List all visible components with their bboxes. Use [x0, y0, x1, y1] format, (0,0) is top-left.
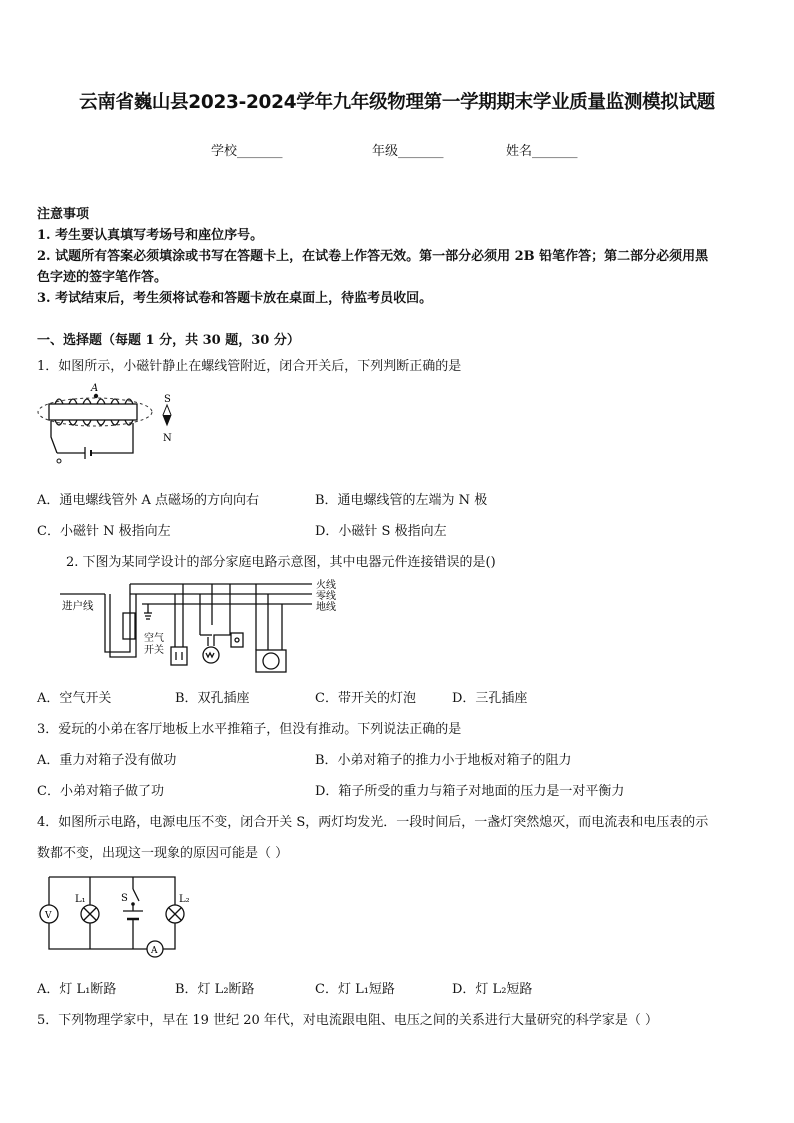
voltmeter-label: V: [45, 911, 52, 921]
page-title: 云南省巍山县2023-2024学年九年级物理第一学期期末学业质量监测模拟试题: [79, 92, 715, 113]
q1-option-a: A．通电螺线管外 A 点磁场的方向向右: [37, 493, 260, 508]
q4-option-d: D．灯 L₂短路: [452, 982, 533, 997]
parallel-circuit-figure: [35, 871, 200, 963]
notice-item: 色字迹的签字笔作答。: [37, 270, 168, 285]
notice-heading: 注意事项: [37, 207, 90, 222]
q4-option-a: A．灯 L₁断路: [37, 982, 117, 997]
lamp-l1-label: L₁: [75, 894, 86, 905]
q2-option-b: B．双孔插座: [175, 691, 250, 706]
q2-option-a: A．空气开关: [37, 691, 112, 706]
ammeter-label: A: [151, 946, 158, 956]
q2-stem: 2. 下图为某同学设计的部分家庭电路示意图，其中电器元件连接错误的是(): [66, 555, 496, 570]
q4-option-b: B．灯 L₂断路: [175, 982, 255, 997]
notice-item: 1. 考生要认真填写考场号和座位序号。: [37, 228, 264, 243]
compass-n-label: N: [163, 433, 172, 444]
q3-option-d: D．箱子所受的重力与箱子对地面的压力是一对平衡力: [315, 784, 625, 799]
q3-option-b: B．小弟对箱子的推力小于地板对箱子的阻力: [315, 753, 572, 768]
switch-label: S: [121, 893, 128, 904]
lamp-l2-label: L₂: [179, 894, 190, 905]
q3-option-a: A．重力对箱子没有做功: [37, 753, 177, 768]
q4-stem-cont: 数都不变，出现这一现象的原因可能是（ ）: [37, 846, 289, 861]
q1-option-d: D．小磁针 S 极指向左: [315, 524, 447, 539]
point-a-label: A: [91, 383, 99, 394]
q1-option-c: C．小磁针 N 极指向左: [37, 524, 171, 539]
inlet-label: 进户线: [62, 600, 94, 612]
q4-stem: 4．如图所示电路，电源电压不变，闭合开关 S，两灯均发光．一段时间后，一盏灯突然熄灭，而电流表和电压表的示: [37, 815, 709, 830]
solenoid-figure: [35, 381, 185, 471]
q5-stem: 5．下列物理学家中，早在 19 世纪 20 年代，对电流跟电阻、电压之间的关系进行大量研究的科学家是（ ）: [37, 1013, 659, 1028]
grade-field: 年级_______: [372, 144, 444, 159]
q4-option-c: C．灯 L₁短路: [315, 982, 395, 997]
q3-stem: 3．爱玩的小弟在客厅地板上水平推箱子，但没有推动。下列说法正确的是: [37, 722, 462, 737]
notice-item: 2. 试题所有答案必须填涂或书写在答题卡上，在试卷上作答无效。第一部分必须用 2B 铅笔作答；第二部分必须用黑: [37, 249, 709, 264]
school-field: 学校_______: [211, 144, 283, 159]
q3-option-c: C．小弟对箱子做了功: [37, 784, 164, 799]
q1-stem: 1．如图所示，小磁针静止在螺线管附近，闭合开关后，下列判断正确的是: [37, 359, 462, 374]
breaker-label: 开关: [144, 645, 164, 656]
house-circuit-figure: [60, 575, 350, 680]
neutral-wire-label: 零线: [316, 591, 336, 602]
section-heading: 一、选择题（每题 1 分，共 30 题，30 分）: [37, 333, 300, 348]
q2-option-d: D．三孔插座: [452, 691, 528, 706]
ground-wire-label: 地线: [316, 602, 336, 613]
breaker-label: 空气: [144, 633, 164, 644]
compass-s-label: S: [164, 394, 171, 405]
q1-option-b: B．通电螺线管的左端为 N 极: [315, 493, 488, 508]
q2-option-c: C．带开关的灯泡: [315, 691, 416, 706]
name-field: 姓名_______: [506, 144, 578, 159]
notice-item: 3. 考试结束后，考生须将试卷和答题卡放在桌面上，待监考员收回。: [37, 291, 433, 306]
live-wire-label: 火线: [316, 580, 336, 591]
